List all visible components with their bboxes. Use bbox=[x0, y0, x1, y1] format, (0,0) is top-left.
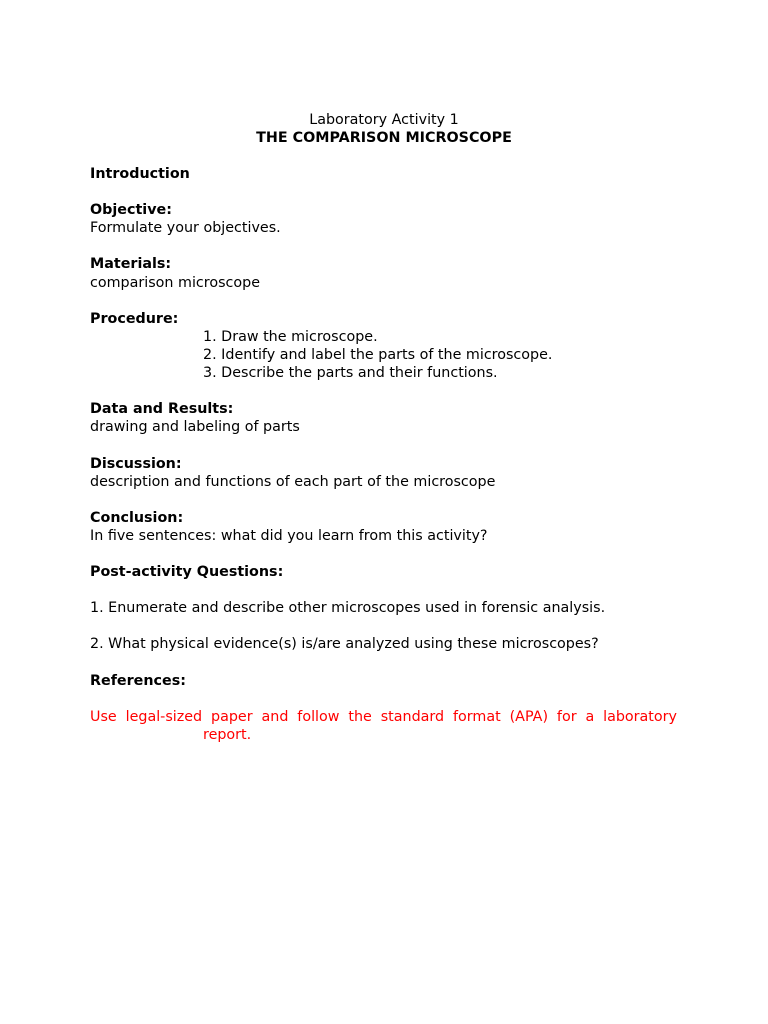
conclusion-text: In five sentences: what did you learn from this activity? bbox=[90, 527, 488, 544]
format-note-line: Use legal-sized paper and follow the standard format (APA) for a laboratory bbox=[90, 708, 677, 725]
materials-heading: Materials: bbox=[90, 256, 172, 273]
format-note bbox=[90, 708, 677, 744]
objective-section bbox=[90, 201, 677, 237]
discussion-text: description and functions of each part of the microscope bbox=[90, 473, 496, 490]
conclusion-section bbox=[90, 509, 677, 545]
procedure-step: 3. Describe the parts and their functions. bbox=[203, 365, 498, 382]
activity-title: THE COMPARISON MICROSCOPE bbox=[256, 130, 512, 147]
post-activity-question: 1. Enumerate and describe other microscopes used in forensic analysis. bbox=[90, 600, 606, 617]
introduction-heading: Introduction bbox=[90, 166, 190, 182]
procedure-heading: Procedure: bbox=[90, 310, 179, 327]
post-activity-section bbox=[90, 563, 677, 581]
procedure-step: 1. Draw the microscope. bbox=[203, 328, 378, 345]
procedure-step: 2. Identify and label the parts of the microscope. bbox=[203, 346, 553, 363]
introduction-section bbox=[90, 165, 677, 183]
procedure-list bbox=[90, 328, 677, 382]
procedure-section bbox=[90, 310, 677, 382]
objective-text: Formulate your objectives. bbox=[90, 220, 281, 237]
data-results-section bbox=[90, 400, 677, 436]
post-activity-heading: Post-activity Questions: bbox=[90, 564, 284, 581]
data-results-heading: Data and Results: bbox=[90, 401, 234, 418]
materials-section bbox=[90, 255, 677, 291]
activity-number: Laboratory Activity 1 bbox=[309, 112, 459, 128]
discussion-section bbox=[90, 455, 677, 491]
materials-text: comparison microscope bbox=[90, 274, 261, 291]
references-section bbox=[90, 672, 677, 690]
discussion-heading: Discussion: bbox=[90, 455, 182, 472]
document-body bbox=[90, 165, 677, 744]
data-results-text: drawing and labeling of parts bbox=[90, 419, 300, 436]
objective-heading: Objective: bbox=[90, 202, 172, 219]
post-activity-question: 2. What physical evidence(s) is/are analyzed using these microscopes? bbox=[90, 636, 599, 653]
conclusion-heading: Conclusion: bbox=[90, 509, 184, 526]
format-note-line: report. bbox=[203, 726, 252, 743]
document-title bbox=[0, 111, 768, 147]
references-heading: References: bbox=[90, 672, 186, 689]
